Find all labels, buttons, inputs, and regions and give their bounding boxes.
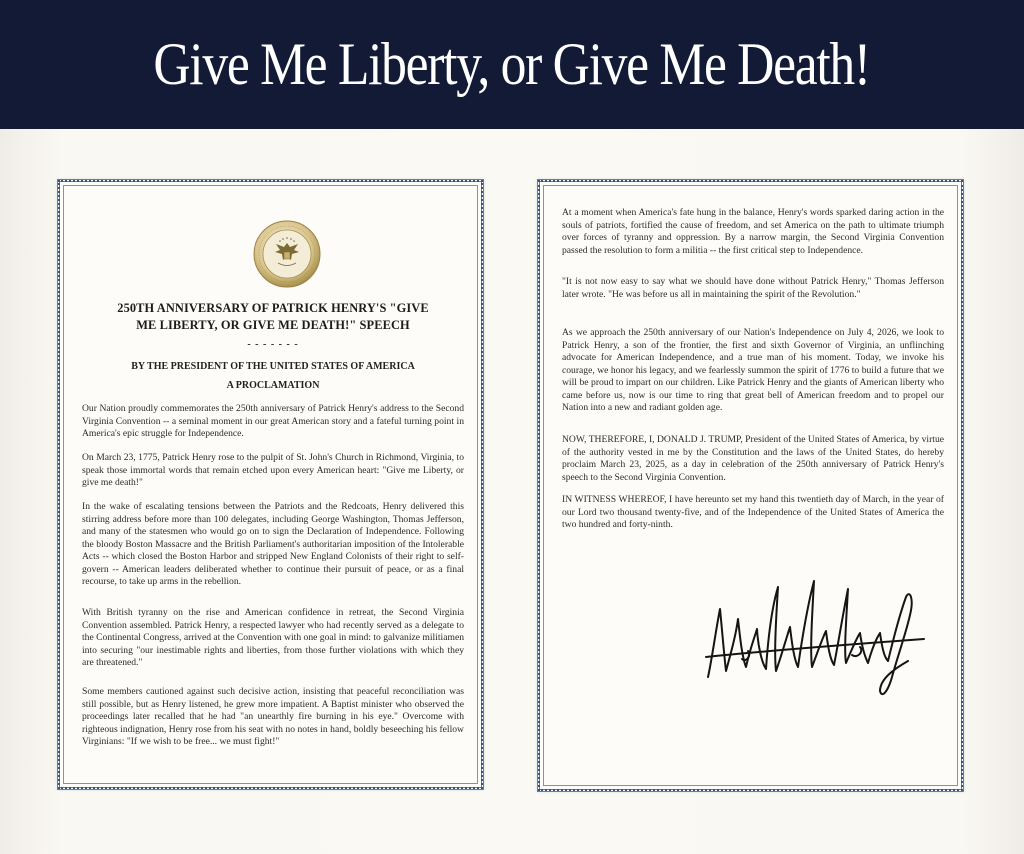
- by-line: BY THE PRESIDENT OF THE UNITED STATES OF AMERICA: [131, 361, 415, 372]
- banner: [0, 0, 1024, 129]
- document-spread: [0, 129, 1024, 854]
- title-divider: - - - - - - -: [247, 339, 299, 350]
- proclamation-line: A PROCLAMATION: [226, 380, 320, 391]
- paragraph: NOW, THEREFORE, I, DONALD J. TRUMP, President of the United States of America, by virtue of the authority vested in me by the Constitution and the laws of the United States, do hereby proclaim March 23, 2025, as a day in celebration of the 250th anniversary of Patrick Henry's speech to the Second Virginia Convention.: [562, 434, 944, 483]
- issuer-block: [82, 357, 464, 395]
- paragraph: "It is not now easy to say what we should have done without Patrick Henry," Thomas Jefferson later wrote. "He was before us all in maintaining the spirit of the Revolution.": [562, 276, 944, 300]
- paragraph: As we approach the 250th anniversary of our Nation's Independence on July 4, 2026, we look to Patrick Henry, a son of the frontier, the first and sixth Governor of Virginia, an unflinching advocate for American Independence, and a true man of his moment. Today, we invoke his courage, we honor his legacy, and we fearlessly summon the spirit of 1776 to build a future that we will be proud to impart on our children. Like Patrick Henry and the giants of American liberty who came before us, now is our time to ring that great bell of American freedom and to propel our Nation into a new and radiant golden age.: [562, 327, 944, 413]
- paragraph: IN WITNESS WHEREOF, I have hereunto set my hand this twentieth day of March, in the year of our Lord two thousand twenty-five, and of the Independence of the United States of America the two hundred and forty-ninth.: [562, 494, 944, 530]
- proclamation-page-right: [537, 179, 964, 792]
- proclamation-title: [82, 300, 464, 334]
- banner-title: Give Me Liberty, or Give Me Death!: [153, 31, 871, 97]
- title-line-1: 250TH ANNIVERSARY OF PATRICK HENRY'S "GIVE: [117, 301, 429, 315]
- presidential-seal-icon: [252, 219, 322, 289]
- handwritten-signature-icon: [702, 559, 942, 709]
- paragraph: Some members cautioned against such decisive action, insisting that peaceful reconciliation was still possible, but as Henry listened, he grew more impatient. A Baptist minister who observed the proceedings later recalled that he had "an unearthly fire burning in his eye." Overcome with righteous indignation, Henry rose from his seat with no notes in hand, boldly beseeching his fellow Virginians: "If we wish to be free... we must fight!": [82, 686, 464, 747]
- paragraph: In the wake of escalating tensions between the Patriots and the Redcoats, Henry delivered this stirring address before more than 100 delegates, including George Washington, Thomas Jefferson, and many of the statesmen who would go on to sign the Declaration of Independence. Following the bloody Boston Massacre and the British Parliament's authoritarian imposition of the Intolerable Acts -- which closed the Boston Harbor and stripped New England Colonists of their right to self-govern -- American leaders deliberated whether to continue their pursuit of peace, or as a final recourse, to take up arms in the rebellion.: [82, 501, 464, 587]
- paragraph: With British tyranny on the rise and American confidence in retreat, the Second Virginia Convention assembled. Patrick Henry, a respected lawyer who had recently served as a delegate to the Continental Congress, arrived at the Convention with one goal in mind: to galvanize militiamen into securing "our inestimable rights and liberties, from those further violations with which they are threatened.": [82, 607, 464, 668]
- title-line-2: ME LIBERTY, OR GIVE ME DEATH!" SPEECH: [136, 318, 410, 332]
- proclamation-page-left: [57, 179, 484, 790]
- paragraph: Our Nation proudly commemorates the 250th anniversary of Patrick Henry's address to the Second Virginia Convention -- a seminal moment in our great American story and a fateful turning point in America's epic struggle for Independence.: [82, 403, 464, 439]
- paragraph: On March 23, 1775, Patrick Henry rose to the pulpit of St. John's Church in Richmond, Virginia, to speak those immortal words that remain etched upon every American heart: "Give me Liberty, or give me death!": [82, 452, 464, 488]
- paragraph: At a moment when America's fate hung in the balance, Henry's words sparked daring action in the souls of patriots, fortified the cause of freedom, and set America on the path to ultimate triumph over forces of tyranny and oppression. By a narrow margin, the Second Virginia Convention passed the resolution to form a militia -- the first critical step to Independence.: [562, 207, 944, 256]
